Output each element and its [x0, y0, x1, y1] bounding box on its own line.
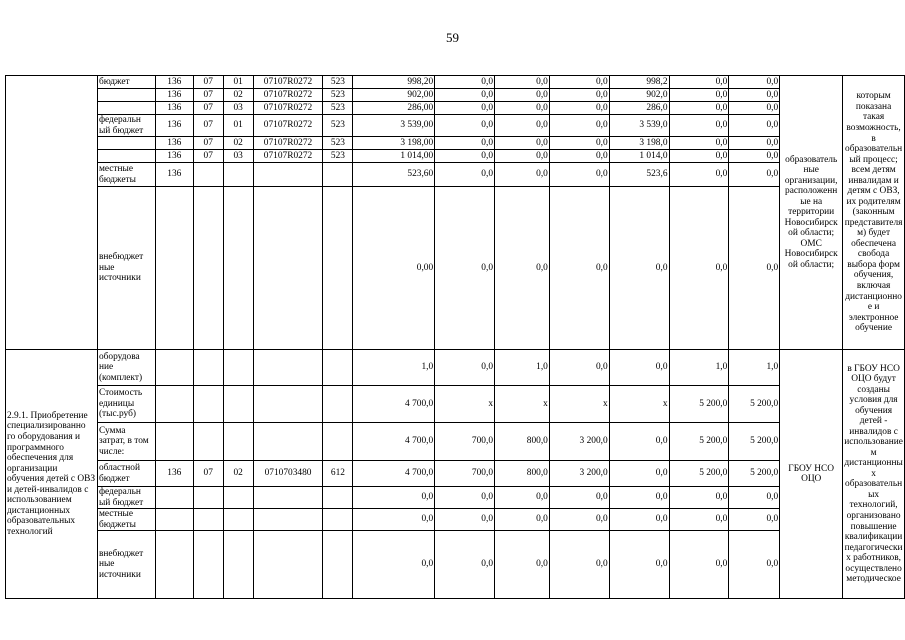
code-cell: 136	[155, 461, 193, 487]
code-cell	[193, 531, 223, 599]
value-cell: 0,0	[609, 187, 669, 350]
value-cell: 0,0	[495, 115, 550, 137]
code-cell	[323, 487, 353, 509]
item-title-cell-empty	[6, 76, 98, 350]
code-cell	[323, 509, 353, 531]
value-cell: 0,0	[549, 487, 609, 509]
value-cell: 3 198,0	[609, 137, 669, 150]
code-cell: 523	[323, 76, 353, 89]
value-cell: 0,0	[549, 163, 609, 187]
value-cell: 523,6	[609, 163, 669, 187]
value-cell: 0,0	[669, 509, 729, 531]
value-cell: 3 539,00	[353, 115, 435, 137]
value-cell: 0,0	[549, 350, 609, 386]
value-cell: 0,0	[435, 163, 495, 187]
value-cell: 0,0	[495, 509, 550, 531]
value-cell: 0,0	[609, 350, 669, 386]
code-cell: 01	[223, 115, 253, 137]
value-cell: 0,0	[435, 150, 495, 163]
budget-table	[5, 75, 905, 599]
code-cell	[223, 509, 253, 531]
value-cell: 0,0	[729, 487, 780, 509]
table-row	[6, 76, 905, 89]
value-cell: 0,0	[495, 102, 550, 115]
funding-source-cell: бюджет	[97, 76, 155, 89]
value-cell: 0,0	[353, 487, 435, 509]
code-cell	[253, 531, 323, 599]
funding-source-cell	[97, 102, 155, 115]
funding-source-cell: областной бюджет	[97, 461, 155, 487]
value-cell: 0,0	[729, 89, 780, 102]
code-cell: 07	[193, 461, 223, 487]
table-row	[6, 163, 905, 187]
value-cell: 5 200,0	[729, 423, 780, 461]
code-cell	[323, 531, 353, 599]
code-cell: 136	[155, 89, 193, 102]
table-row	[6, 187, 905, 350]
funding-source-cell: внебюджет ные источники	[97, 187, 155, 350]
value-cell: 0,0	[729, 531, 780, 599]
code-cell: 523	[323, 115, 353, 137]
code-cell	[155, 423, 193, 461]
code-cell: 136	[155, 102, 193, 115]
value-cell: 0,0	[435, 487, 495, 509]
value-cell: 5 200,0	[729, 461, 780, 487]
code-cell	[323, 386, 353, 423]
code-cell: 523	[323, 89, 353, 102]
code-cell: 07	[193, 150, 223, 163]
table-row	[6, 509, 905, 531]
value-cell: 0,0	[669, 89, 729, 102]
code-cell	[253, 386, 323, 423]
code-cell	[223, 187, 253, 350]
value-cell: 0,0	[609, 423, 669, 461]
value-cell: 286,0	[609, 102, 669, 115]
value-cell: x	[549, 386, 609, 423]
code-cell: 07	[193, 137, 223, 150]
value-cell: 0,0	[549, 137, 609, 150]
value-cell: 0,0	[669, 76, 729, 89]
table-row	[6, 115, 905, 137]
code-cell	[323, 163, 353, 187]
value-cell: 1,0	[729, 350, 780, 386]
code-cell: 07107R0272	[253, 102, 323, 115]
value-cell: 0,0	[435, 531, 495, 599]
code-cell	[253, 163, 323, 187]
value-cell: 0,0	[495, 187, 550, 350]
value-cell: 0,0	[669, 102, 729, 115]
table-row	[6, 531, 905, 599]
value-cell: 0,0	[729, 187, 780, 350]
value-cell: x	[609, 386, 669, 423]
table-row	[6, 350, 905, 386]
value-cell: 902,00	[353, 89, 435, 102]
value-cell: 0,0	[435, 89, 495, 102]
funding-source-cell	[97, 150, 155, 163]
value-cell: 0,0	[729, 163, 780, 187]
value-cell: 5 200,0	[669, 423, 729, 461]
value-cell: 0,0	[729, 102, 780, 115]
value-cell: 0,0	[549, 509, 609, 531]
value-cell: 3 200,0	[549, 423, 609, 461]
value-cell: 1,0	[669, 350, 729, 386]
value-cell: 1 014,00	[353, 150, 435, 163]
table-row	[6, 89, 905, 102]
code-cell	[155, 509, 193, 531]
code-cell	[193, 509, 223, 531]
table-row	[6, 461, 905, 487]
code-cell: 07107R0272	[253, 115, 323, 137]
code-cell	[253, 187, 323, 350]
value-cell: 0,0	[669, 487, 729, 509]
code-cell: 01	[223, 76, 253, 89]
value-cell: 0,0	[549, 115, 609, 137]
value-cell: 0,0	[435, 137, 495, 150]
value-cell: 4 700,0	[353, 461, 435, 487]
value-cell: 0,0	[609, 509, 669, 531]
code-cell	[223, 487, 253, 509]
value-cell: 0,0	[729, 76, 780, 89]
code-cell: 02	[223, 137, 253, 150]
value-cell: 0,0	[549, 89, 609, 102]
value-cell: 4 700,0	[353, 423, 435, 461]
value-cell: 0,0	[669, 163, 729, 187]
value-cell: 0,0	[435, 76, 495, 89]
code-cell	[155, 531, 193, 599]
value-cell: 800,0	[495, 423, 550, 461]
funding-source-cell: оборудова ние (комплект)	[97, 350, 155, 386]
value-cell: 0,0	[669, 150, 729, 163]
code-cell: 612	[323, 461, 353, 487]
code-cell: 07	[193, 76, 223, 89]
value-cell: 3 198,00	[353, 137, 435, 150]
funding-source-cell: местные бюджеты	[97, 509, 155, 531]
code-cell	[253, 487, 323, 509]
value-cell: 1,0	[353, 350, 435, 386]
value-cell: 0,0	[669, 115, 729, 137]
code-cell	[223, 163, 253, 187]
funding-source-cell: федеральн ый бюджет	[97, 115, 155, 137]
code-cell	[193, 487, 223, 509]
code-cell	[323, 350, 353, 386]
code-cell	[223, 350, 253, 386]
value-cell: 0,0	[669, 137, 729, 150]
value-cell: 0,0	[495, 137, 550, 150]
item-title-cell: 2.9.1. Приобретение специализированно го оборудования и программного обеспечения для организации обучения детей с ОВЗ и детей-инвалидов с использованием дистанционных образовательных технологий	[6, 350, 98, 599]
value-cell: 0,0	[353, 531, 435, 599]
value-cell: 0,0	[669, 187, 729, 350]
table-row	[6, 137, 905, 150]
value-cell: 0,0	[549, 187, 609, 350]
page-number: 59	[446, 30, 459, 45]
table-row	[6, 150, 905, 163]
code-cell	[253, 509, 323, 531]
table-row	[6, 386, 905, 423]
value-cell: 5 200,0	[729, 386, 780, 423]
value-cell: 0,0	[729, 137, 780, 150]
code-cell	[223, 531, 253, 599]
code-cell: 136	[155, 76, 193, 89]
code-cell	[223, 423, 253, 461]
code-cell: 07	[193, 89, 223, 102]
code-cell	[193, 386, 223, 423]
value-cell: 0,0	[729, 509, 780, 531]
code-cell: 523	[323, 137, 353, 150]
value-cell: 0,0	[495, 89, 550, 102]
executor-cell: образователь ные организации, расположенн ые на территории Новосибирск ой области; ОМС Новосибирск ой области;	[780, 76, 843, 350]
code-cell: 136	[155, 150, 193, 163]
value-cell: 0,0	[495, 531, 550, 599]
value-cell: 902,0	[609, 89, 669, 102]
value-cell: x	[495, 386, 550, 423]
result-cell: которым показана такая возможность, в образовательн ый процесс; всем детям инвалидам и детям с ОВЗ, их родителям (законным представителя м) будет обеспечена свобода выбора форм обучения, включая дистанционно е и электронное обучение	[843, 76, 905, 350]
code-cell	[253, 350, 323, 386]
value-cell: 523,60	[353, 163, 435, 187]
value-cell: 700,0	[435, 461, 495, 487]
value-cell: 0,0	[435, 509, 495, 531]
value-cell: 3 200,0	[549, 461, 609, 487]
code-cell: 523	[323, 150, 353, 163]
funding-source-cell	[97, 137, 155, 150]
code-cell: 07107R0272	[253, 89, 323, 102]
funding-source-cell: федеральн ый бюджет	[97, 487, 155, 509]
code-cell	[223, 386, 253, 423]
value-cell: 286,00	[353, 102, 435, 115]
table-row	[6, 102, 905, 115]
result-cell: в ГБОУ НСО ОЦО будут созданы условия для обучения детей - инвалидов с использование м дистанционны х образовательн ых технологий, организовано повышение квалификации педагогически х работников, осуществлено методическое	[843, 350, 905, 599]
code-cell	[323, 423, 353, 461]
code-cell: 523	[323, 102, 353, 115]
code-cell	[253, 423, 323, 461]
code-cell: 07107R0272	[253, 137, 323, 150]
value-cell: 0,0	[549, 531, 609, 599]
value-cell: 0,0	[435, 350, 495, 386]
funding-source-cell: Сумма затрат, в том числе:	[97, 423, 155, 461]
code-cell	[323, 187, 353, 350]
code-cell	[193, 163, 223, 187]
value-cell: 1 014,0	[609, 150, 669, 163]
funding-source-cell: внебюджет ные источники	[97, 531, 155, 599]
value-cell: 0,0	[353, 509, 435, 531]
value-cell: 0,0	[435, 102, 495, 115]
value-cell: 0,0	[609, 461, 669, 487]
value-cell: 0,0	[549, 76, 609, 89]
code-cell	[155, 350, 193, 386]
code-cell: 03	[223, 150, 253, 163]
code-cell: 136	[155, 137, 193, 150]
value-cell: 5 200,0	[669, 461, 729, 487]
code-cell: 03	[223, 102, 253, 115]
value-cell: 0,00	[353, 187, 435, 350]
code-cell: 07107R0272	[253, 150, 323, 163]
value-cell: 0,0	[729, 115, 780, 137]
code-cell: 07	[193, 102, 223, 115]
code-cell: 136	[155, 115, 193, 137]
code-cell: 02	[223, 89, 253, 102]
value-cell: 5 200,0	[669, 386, 729, 423]
value-cell: 0,0	[435, 115, 495, 137]
code-cell	[193, 350, 223, 386]
value-cell: 0,0	[495, 76, 550, 89]
code-cell	[155, 386, 193, 423]
value-cell: 4 700,0	[353, 386, 435, 423]
code-cell	[193, 187, 223, 350]
funding-source-cell	[97, 89, 155, 102]
table-row	[6, 423, 905, 461]
value-cell: 0,0	[609, 531, 669, 599]
value-cell: 0,0	[549, 102, 609, 115]
value-cell: x	[435, 386, 495, 423]
value-cell: 998,2	[609, 76, 669, 89]
code-cell	[155, 187, 193, 350]
table-row	[6, 487, 905, 509]
value-cell: 0,0	[609, 487, 669, 509]
code-cell: 02	[223, 461, 253, 487]
value-cell: 0,0	[669, 531, 729, 599]
value-cell: 0,0	[495, 487, 550, 509]
value-cell: 1,0	[495, 350, 550, 386]
value-cell: 700,0	[435, 423, 495, 461]
value-cell: 3 539,0	[609, 115, 669, 137]
code-cell	[193, 423, 223, 461]
value-cell: 800,0	[495, 461, 550, 487]
code-cell: 07107R0272	[253, 76, 323, 89]
value-cell: 0,0	[435, 187, 495, 350]
value-cell: 0,0	[495, 163, 550, 187]
code-cell: 0710703480	[253, 461, 323, 487]
value-cell: 0,0	[549, 150, 609, 163]
funding-source-cell: местные бюджеты	[97, 163, 155, 187]
executor-cell: ГБОУ НСО ОЦО	[780, 350, 843, 599]
code-cell: 07	[193, 115, 223, 137]
value-cell: 0,0	[495, 150, 550, 163]
value-cell: 998,20	[353, 76, 435, 89]
code-cell	[155, 487, 193, 509]
value-cell: 0,0	[729, 150, 780, 163]
code-cell: 136	[155, 163, 193, 187]
funding-source-cell: Стоимость единицы (тыс.руб)	[97, 386, 155, 423]
